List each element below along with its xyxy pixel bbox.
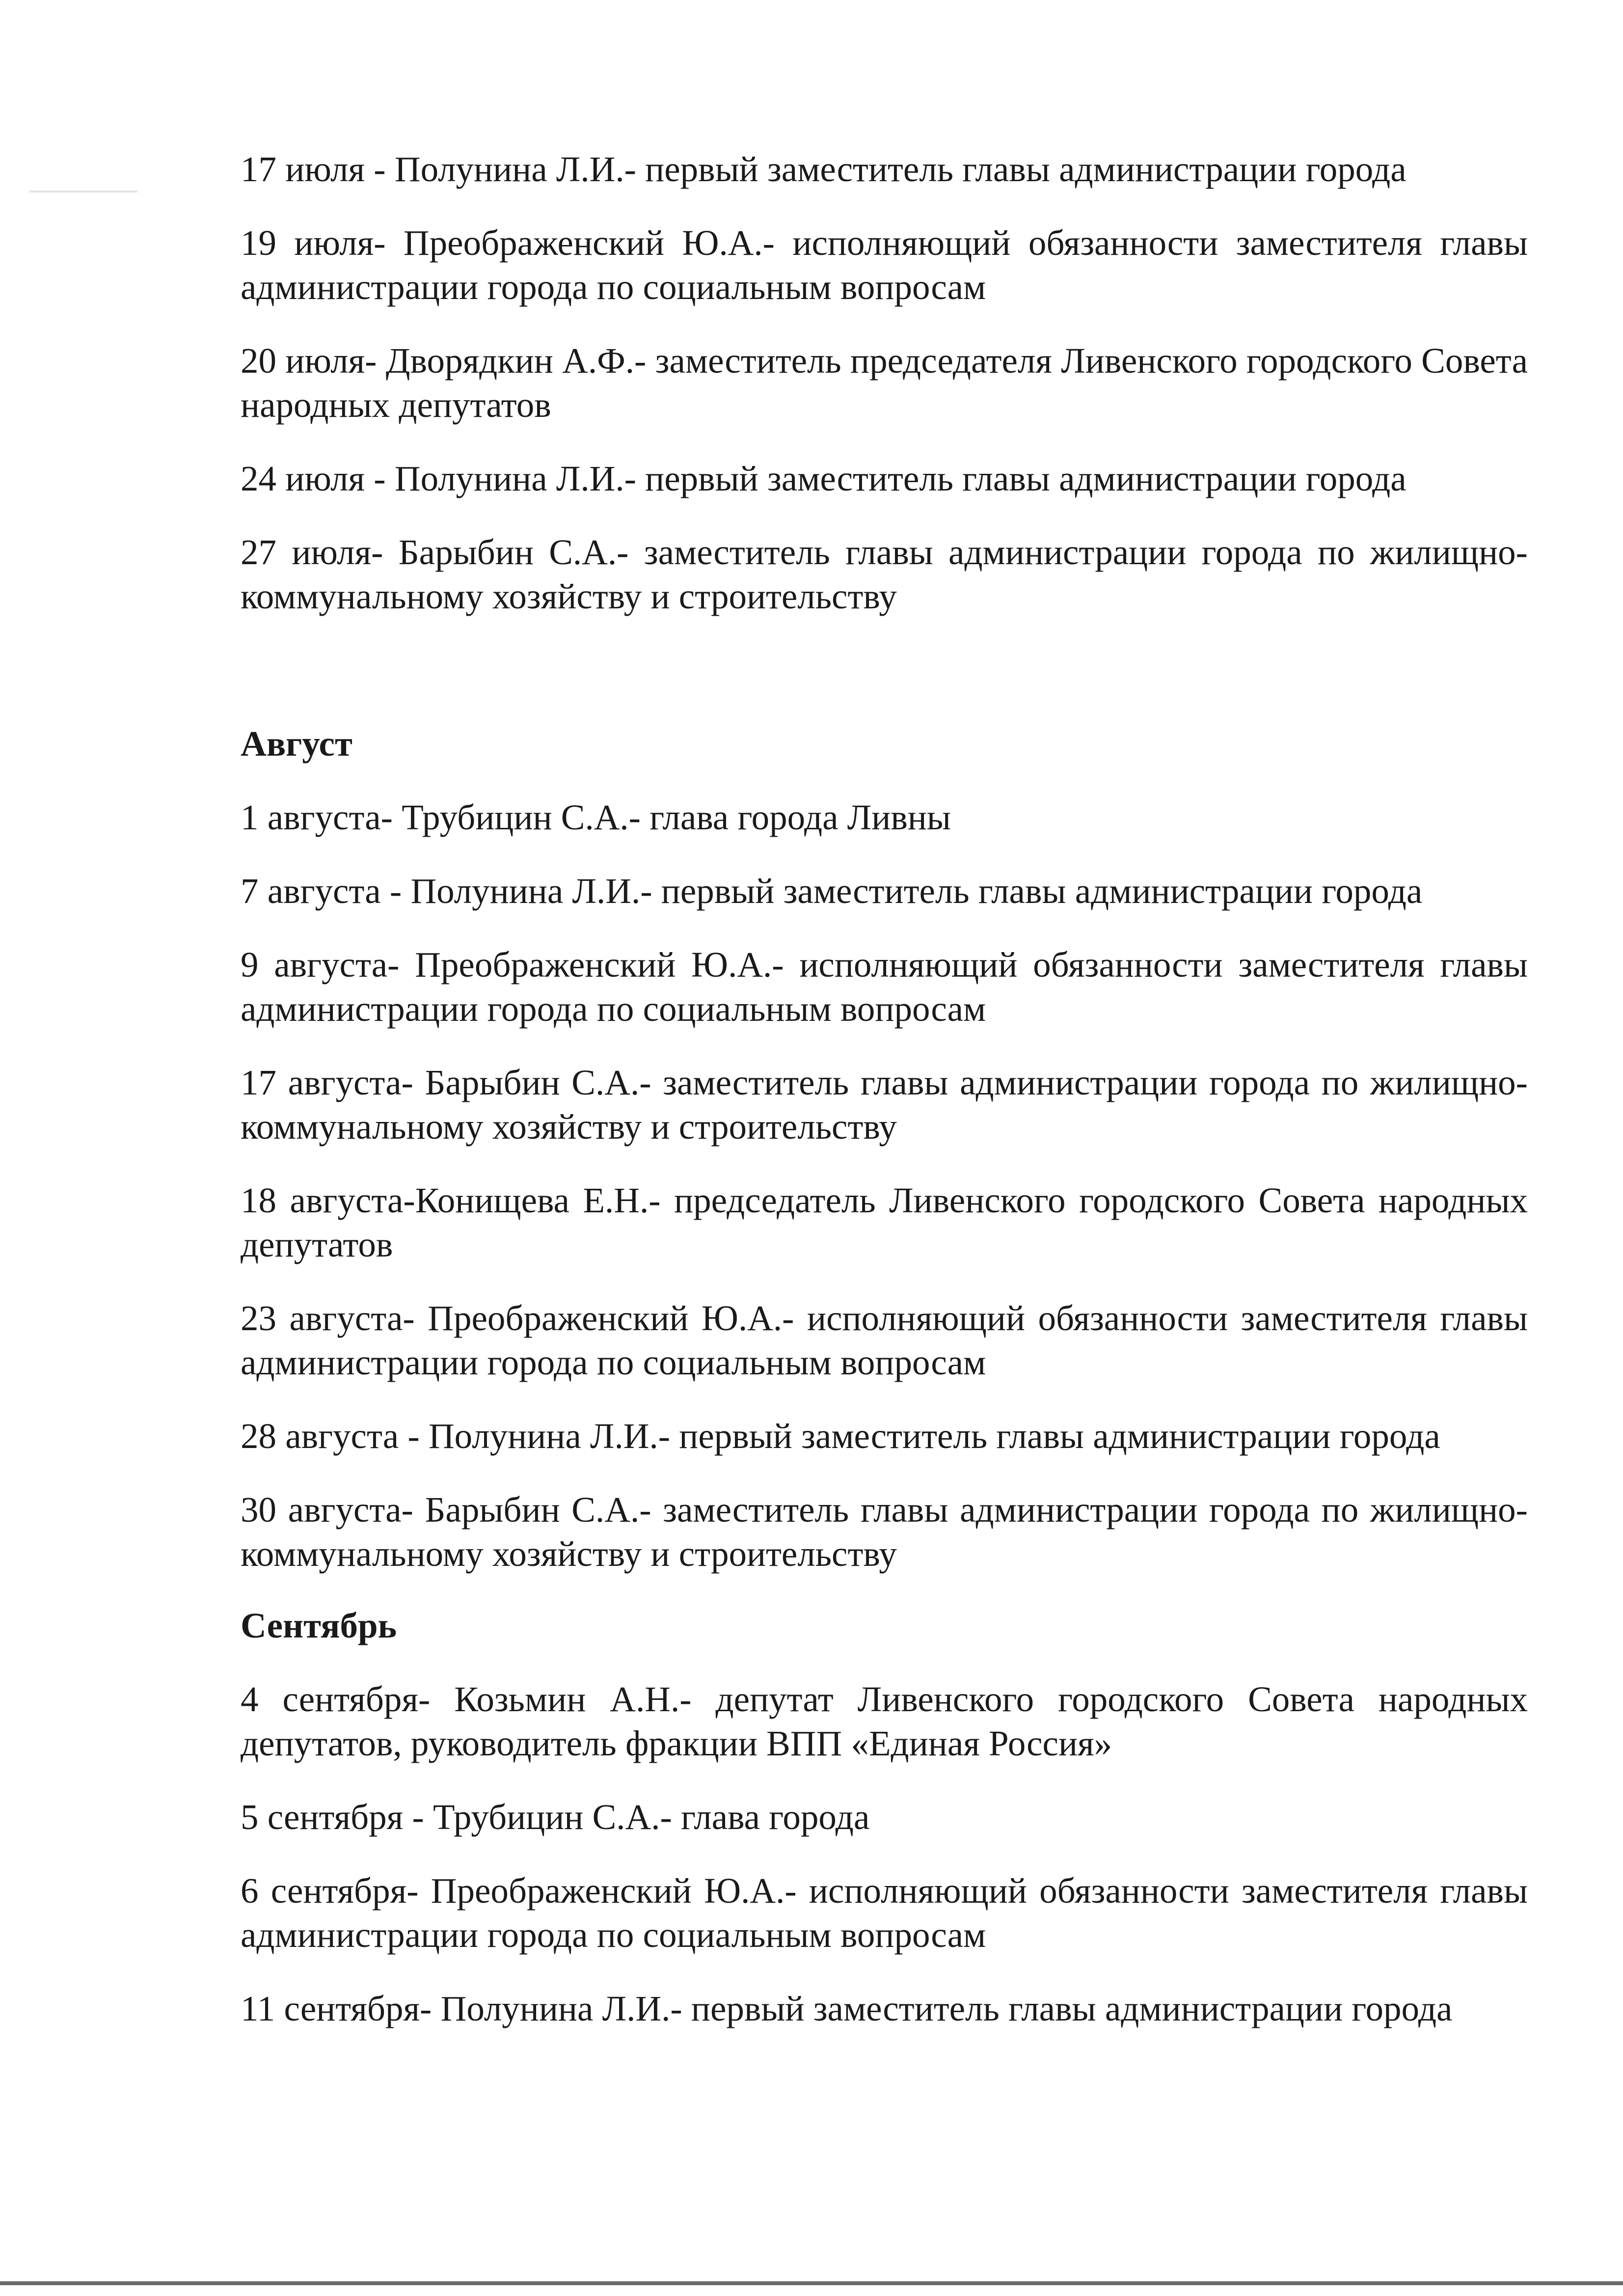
schedule-entry-august-30: 30 августа- Барыбин С.А.- заместитель главы администрации города по жилищно-коммунальному хозяйству и строительству <box>241 1490 1528 1574</box>
schedule-entry-july-20: 20 июля- Дворядкин А.Ф.- заместитель председателя Ливенского городского Совета народных депутатов <box>241 341 1528 425</box>
schedule-entry-september-11: 11 сентября- Полунина Л.И.- первый заместитель главы администрации города <box>241 1989 1453 2028</box>
schedule-content <box>241 147 1528 2060</box>
schedule-entry-august-23: 23 августа- Преображенский Ю.А.- исполняющий обязанности заместителя главы администрации города по социальным вопросам <box>241 1298 1528 1382</box>
schedule-entry-august-1: 1 августа- Трубицин С.А.- глава города Ливны <box>241 797 951 837</box>
section-spacer <box>241 648 1528 722</box>
schedule-entry-july-19: 19 июля- Преображенский Ю.А.- исполняющий обязанности заместителя главы администрации города по социальным вопросам <box>241 223 1528 307</box>
schedule-entry-august-28: 28 августа - Полунина Л.И.- первый заместитель главы администрации города <box>241 1416 1440 1456</box>
schedule-entry-july-24: 24 июля - Полунина Л.И.- первый заместитель главы администрации города <box>241 459 1407 498</box>
schedule-entry-july-27: 27 июля- Барыбин С.А.- заместитель главы администрации города по жилищно-коммунальному хозяйству и строительству <box>241 532 1528 616</box>
section-title-august: Август <box>241 724 352 764</box>
schedule-entry-july-17: 17 июля - Полунина Л.И.- первый заместитель главы администрации города <box>241 149 1407 189</box>
schedule-entry-september-6: 6 сентября- Преображенский Ю.А.- исполняющий обязанности заместителя главы администрации города по социальным вопросам <box>241 1871 1528 1955</box>
scan-artifact-mark <box>29 191 137 192</box>
schedule-entry-august-18: 18 августа-Конищева Е.Н.- председатель Ливенского городского Совета народных депутатов <box>241 1180 1528 1264</box>
schedule-entry-september-5: 5 сентября - Трубицин С.А.- глава города <box>241 1797 870 1837</box>
schedule-entry-september-4: 4 сентября- Козьмин А.Н.- депутат Ливенского городского Совета народных депутатов, руководитель фракции ВПП «Единая Россия» <box>241 1679 1528 1763</box>
schedule-entry-august-7: 7 августа - Полунина Л.И.- первый заместитель главы администрации города <box>241 871 1423 911</box>
section-title-september: Сентябрь <box>241 1606 397 1645</box>
scan-bottom-edge <box>0 2281 1623 2285</box>
schedule-entry-august-9: 9 августа- Преображенский Ю.А.- исполняющий обязанности заместителя главы администрации города по социальным вопросам <box>241 945 1528 1029</box>
schedule-entry-august-17: 17 августа- Барыбин С.А.- заместитель главы администрации города по жилищно-коммунальному хозяйству и строительству <box>241 1063 1528 1147</box>
